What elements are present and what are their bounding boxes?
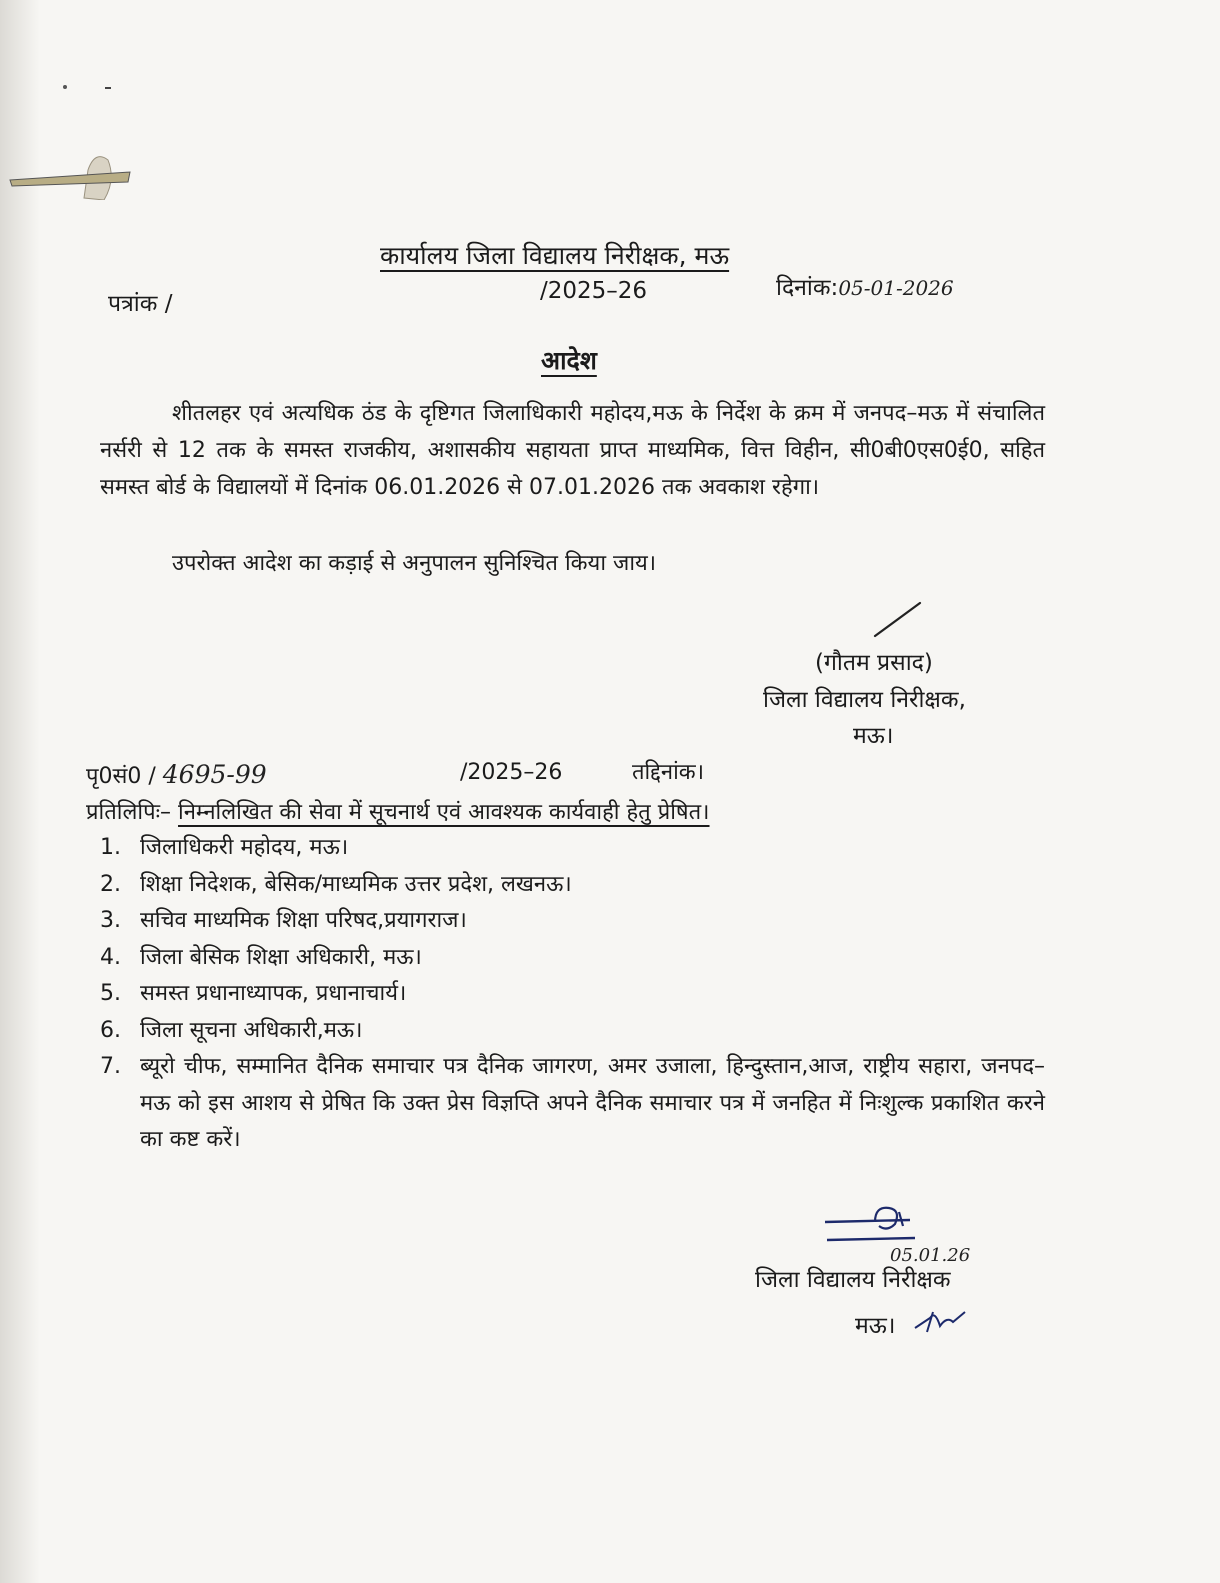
office-heading: कार्यालय जिला विद्यालय निरीक्षक, मऊ — [380, 241, 730, 270]
list-item-number: 5. — [100, 981, 121, 1006]
endorsement-number — [86, 760, 267, 790]
order-title: आदेश — [541, 346, 597, 375]
final-designation: जिला विद्यालय निरीक्षक — [755, 1267, 951, 1293]
signatory-place: मऊ। — [853, 723, 894, 749]
list-item — [100, 940, 1045, 977]
order-compliance-paragraph: उपरोक्त आदेश का कड़ाई से अनुपालन सुनिश्चित किया जाय। — [172, 551, 657, 576]
endorsement-session: /2025–26 — [460, 760, 563, 785]
signatory-name: (गौतम प्रसाद) — [815, 650, 933, 676]
date-field — [776, 270, 954, 302]
handwritten-endorsement-number: 4695-99 — [162, 760, 267, 789]
signatory-designation: जिला विद्यालय निरीक्षक, — [763, 687, 966, 713]
handwritten-date: 05-01-2026 — [838, 276, 954, 300]
list-item-text: सचिव माध्यमिक शिक्षा परिषद,प्रयागराज। — [140, 908, 467, 933]
staple-mark-icon — [0, 40, 140, 200]
list-item — [100, 867, 1045, 904]
copy-to-line — [86, 796, 710, 826]
list-item — [100, 976, 1045, 1013]
list-item-number: 2. — [100, 871, 121, 897]
endorsement-number-label: पृ0सं0 / — [86, 764, 156, 789]
handwritten-signature-date: 05.01.26 — [890, 1245, 971, 1266]
list-item — [100, 830, 1045, 867]
copy-to-text: निम्नलिखित की सेवा में सूचनार्थ एवं आवश्यक कार्यवाही हेतु प्रेषित। — [178, 800, 710, 825]
signature-stroke-icon — [870, 600, 930, 640]
final-place: मऊ। — [855, 1313, 896, 1339]
session-year: /2025–26 — [540, 278, 648, 304]
list-item-number: 6. — [100, 1017, 121, 1043]
list-item-number: 1. — [100, 835, 121, 860]
final-signature-block — [755, 1200, 1055, 1360]
list-item — [100, 1049, 1045, 1159]
list-item-text: जिला सूचना अधिकारी,मऊ। — [140, 1017, 363, 1043]
list-item — [100, 903, 1045, 940]
list-item — [100, 1013, 1045, 1050]
list-item-number: 4. — [100, 944, 121, 970]
recipient-list — [100, 830, 1045, 1159]
list-item-text: जिला बेसिक शिक्षा अधिकारी, मऊ। — [140, 944, 422, 970]
list-item-number: 7. — [100, 1054, 121, 1079]
order-body-paragraph: शीतलहर एवं अत्यधिक ठंड के दृष्टिगत जिलाधिकारी महोदय,मऊ के निर्देश के क्रम में जनपद–मऊ में संचालित नर्सरी से 12 तक के समस्त राजकीय, अशासकीय सहायता प्राप्त माध्यमिक, वित्त विहीन, सी0बी0एस0ई0, सहित समस्त बोर्ड के विद्यालयों में दिनांक 06.01.2026 से 07.01.2026 तक अवकाश रहेगा। — [100, 401, 1045, 500]
same-date-label: तद्दिनांक। — [632, 760, 705, 785]
list-item-text: जिलाधिकरी महोदय, मऊ। — [140, 835, 349, 860]
copy-to-label: प्रतिलिपिः– — [86, 800, 172, 825]
list-item-text: ब्यूरो चीफ, सम्मानित दैनिक समाचार पत्र दैनिक जागरण, अमर उजाला, हिन्दुस्तान,आज, राष्ट्रीय सहारा, जनपद–मऊ को इस आशय से प्रेषित कि उक्त प्रेस विज्ञप्ति अपने दैनिक समाचार पत्र में जनहित में निःशुल्क प्रकाशित करने का कष्ट करें। — [140, 1054, 1045, 1152]
list-item-text: समस्त प्रधानाध्यापक, प्रधानाचार्य। — [140, 981, 407, 1006]
date-label: दिनांक: — [776, 275, 839, 301]
letter-number-label: पत्रांक / — [108, 291, 173, 317]
list-item-number: 3. — [100, 908, 121, 933]
scan-shadow — [0, 0, 40, 1583]
list-item-text: शिक्षा निदेशक, बेसिक/माध्यमिक उत्तर प्रदेश, लखनऊ। — [140, 871, 572, 897]
